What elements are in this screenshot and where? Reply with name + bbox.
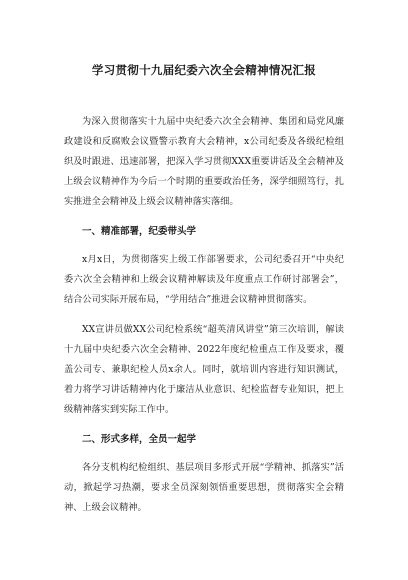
section-1-paragraph-2: XX宣讲员做XX公司纪检系统“超英清风讲堂”第三次培训，解读十九届中央纪委六次全会精神、2022年度纪检重点工作及要求，覆盖公司专、兼职纪检人员x余人。同时，就培训内容进行知识测试，着力将学习讲话精神内化于廉洁从业意识、纪检监督专业知识，把上级精神落实到实际工作中。 <box>64 324 344 415</box>
section-heading-1: 一、精准部署，纪委带头学 <box>82 226 197 237</box>
section-2-paragraph-1: 各分支机构纪检组织、基层项目多形式开展“学精神、抓落实”活动，掀起学习热潮，要求全员深刻领悟重要思想，贯彻落实全会精神、上级会议精神。 <box>64 462 344 513</box>
document-title: 学习贯彻十九届纪委六次全会精神情况汇报 <box>91 63 317 77</box>
section-1-paragraph-1: x月x日，为贯彻落实上级工作部署要求，公司纪委召开“中央纪委六次全会精神和上级会议精神解读及年度重点工作研讨部署会”，结合公司实际开展布局，“学用结合”推进会议精神贯彻落实。 <box>64 254 344 305</box>
intro-paragraph: 为深入贯彻落实十九届中央纪委六次全会精神、集团和局党风廉政建设和反腐败会议暨警示教育大会精神，x公司纪委及各级纪检组织及时跟进、迅速部署，把深入学习贯彻XXX重要讲话及全会精神及上级会议精神作为今后一个时期的重要政治任务，深学细照笃行，扎实推进全会精神及上级会议精神落实落细。 <box>64 116 344 207</box>
section-heading-2: 二、形式多样，全员一起学 <box>82 434 197 445</box>
